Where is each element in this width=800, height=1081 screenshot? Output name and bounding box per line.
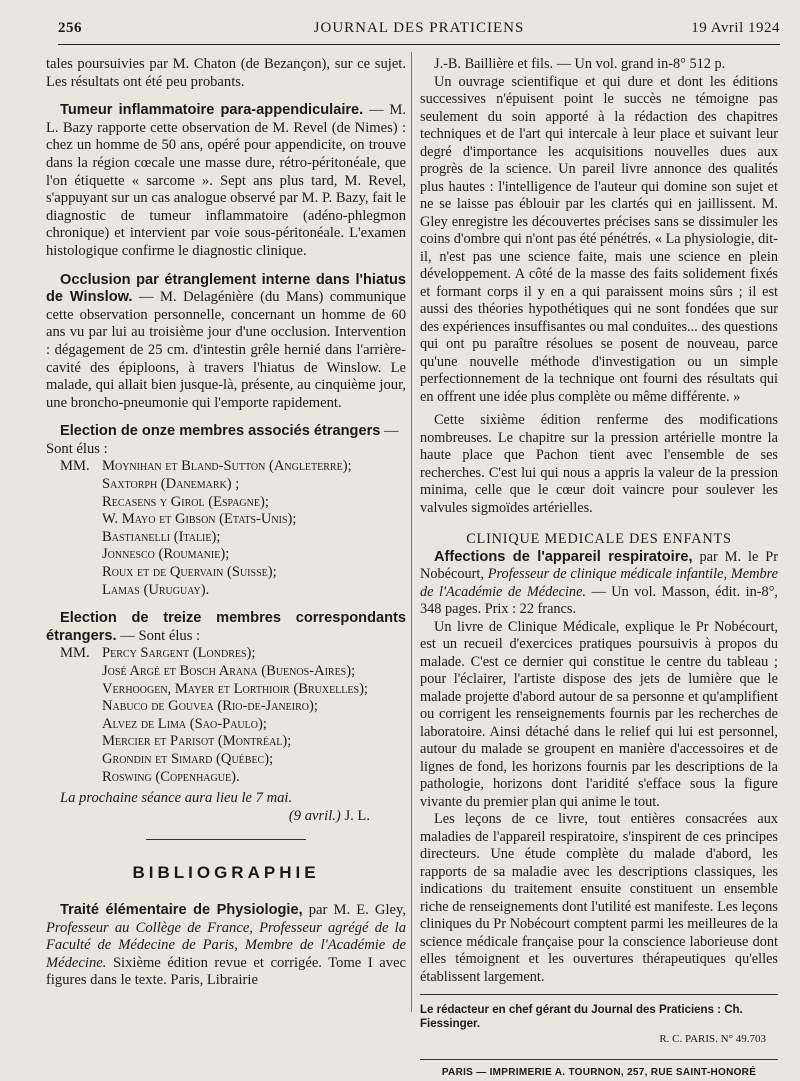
list-item: Verhoogen, Mayer et Lorthioir (Bruxelles);	[46, 681, 406, 699]
editor-note: Le rédacteur en chef gérant du Journal des Praticiens : Ch. Fiessinger.	[420, 1003, 778, 1031]
correspondants-list	[46, 645, 406, 786]
associes-list	[46, 458, 406, 599]
list-item: W. Mayo et Gibson (Etats-Unis);	[46, 511, 406, 529]
traite-details: Sixième édition revue et corrigée. Tome I avec figures dans le texte. Paris, Librairie	[46, 955, 406, 989]
page-number: 256	[58, 20, 82, 37]
left-column	[46, 56, 406, 990]
registration-number: R. C. PARIS. N° 49.703	[420, 1031, 778, 1049]
list-item: Grondin et Simard (Québec);	[46, 751, 406, 769]
issue-date: 19 Avril 1924	[691, 20, 780, 37]
traite-review-paragraph-1: Un ouvrage scientifique et qui dure et dont les éditions successives n'épuisent point le succès ne témoigne pas seulement du soin apporté à la rédaction des chapitres techniques et de l'art qui intercale à leur place et suivant leur degré d'importance les acquisitions nouvelles dues aux progrès de la science. Un pareil livre annonce des qualités plus hautes : l'intelligence de l'auteur qui domine son sujet et ne se laisse pas éblouir par les clartés qui en jaillissent. M. Gley enregistre les découvertes précises sans se dissimuler les coins d'ombre qui n'ont pas été pénétrés. « La physiologie, dit-il, n'est pas une science faite, mais une science en plein développement. A côté de la masse des faits solidement fixés et formant corps il y en a qui paraissent moins sûrs ; il est aussi des théories hypothétiques qui ne sont fondées que sur des expériences insuffisantes ou mal conduites... des questions qui ont pu paraître résolues se posent de nouveau, parce qu'une nouvelle méthode d'investigation ou un simple perfectionnement de la technique ont fourni des résultats qui en offrent une idée plus complète ou même différente. »	[420, 74, 778, 407]
traite-title: Traité élémentaire de Physiologie,	[60, 902, 303, 918]
right-column	[420, 56, 778, 1081]
clinique-heading: CLINIQUE MEDICALE DES ENFANTS	[420, 531, 778, 549]
intro-paragraph: tales poursuivies par M. Chaton (de Bezançon), sur ce sujet. Les résultats ont été peu probants.	[46, 56, 406, 91]
election2-heading: Election de treize membres correspondants étrangers.	[46, 610, 406, 644]
affections-author-titles: Professeur de clinique médicale infantile, Membre de l'Académie de Médecine.	[420, 566, 778, 600]
list-item: MM. Percy Sargent (Londres);	[46, 645, 406, 663]
footer-rule-bottom	[420, 1059, 778, 1060]
signature-date: (9 avril.)	[289, 808, 341, 824]
election1-subtitle: Sont élus :	[46, 441, 406, 459]
header-rule	[58, 44, 780, 45]
list-item: Nabuco de Gouvea (Rio-de-Janeiro);	[46, 698, 406, 716]
affections-details: — Un vol. Masson, édit. in-8°, 348 pages. Prix : 22 francs.	[420, 584, 778, 618]
bibliographie-heading: BIBLIOGRAPHIE	[46, 864, 406, 882]
election2-subtitle: — Sont élus :	[117, 628, 201, 644]
occlusion-paragraph	[46, 272, 406, 413]
list-item: Roswing (Copenhague).	[46, 769, 406, 787]
election1-dash: —	[380, 423, 398, 439]
list-item: Bastianelli (Italie);	[46, 529, 406, 547]
page-header	[58, 20, 780, 42]
signature-line	[46, 808, 406, 826]
traite-author: par M. E. Gley,	[303, 902, 406, 918]
footer-rule	[420, 994, 778, 995]
list-item: José Argé et Bosch Arana (Buenos-Aires);	[46, 663, 406, 681]
list-item: Saxtorph (Danemark) ;	[46, 476, 406, 494]
affections-review-paragraph-2: Les leçons de ce livre, tout entières consacrées aux maladies de l'appareil respiratoire, s'inspirent de ces principes directeurs. Une étude complète du malade d'abord, les rapports de sa maladie avec les descriptions classiques, les indications du traitement ensuite constituent un ensemble riche de renseignements dont l'utilité est manifeste. Les leçons cliniques du Pr Nobécourt comptent parmi les meilleures de la science médicale française pour la conscience laborieuse dont elles témoignent et les ouvertures thérapeutiques qu'elles établissent largement.	[420, 811, 778, 986]
affections-title: Affections de l'appareil respiratoire,	[434, 549, 693, 565]
affections-paragraph	[420, 549, 778, 619]
journal-title: JOURNAL DES PRATICIENS	[58, 20, 780, 37]
printer-line: PARIS — IMPRIMERIE A. TOURNON, 257, RUE SAINT-HONORÉ	[420, 1064, 778, 1081]
tumeur-paragraph	[46, 102, 406, 260]
traite-continuation: J.-B. Baillière et fils. — Un vol. grand in-8° 512 p.	[420, 56, 778, 74]
next-seance-note: La prochaine séance aura lieu le 7 mai.	[46, 790, 406, 808]
tumeur-heading: Tumeur inflammatoire para-appendiculaire.	[60, 102, 363, 118]
list-item: Recasens y Girol (Espagne);	[46, 494, 406, 512]
list-item: Lamas (Uruguay).	[46, 582, 406, 600]
affections-review-paragraph-1: Un livre de Clinique Médicale, explique le Pr Nobécourt, est un recueil d'exercices pratiques poursuivis à propos du malade. C'est ce dernier qui constitue le centre du tableau ; pour l'éclairer, l'artiste dispose des jets de lumière que le malade projette d'abord autour de sa personne et qu'amplifient ou corrigent les renseignements fournis par les recherches de laboratoire. Ainsi détaché dans le relief qui lui est personnel, autour du malade se groupent en manière d'accessoires et de lignes de fond, les horizons fournis par les descriptions de la pathologie, horizons dont l'aridité s'efface sous la figure vivante du premier plan qui anime le tout.	[420, 619, 778, 812]
affections-author: par M. le Pr Nobécourt,	[420, 549, 778, 583]
traite-author-titles: Professeur au Collège de France, Professeur agrégé de la Faculté de Médecine de Paris, Membre de l'Académie de Médecine.	[46, 920, 406, 971]
traite-paragraph	[46, 902, 406, 990]
list-item: Roux et de Quervain (Suisse);	[46, 564, 406, 582]
election1-heading-line	[46, 423, 406, 441]
occlusion-body: — M. Delagénière (du Mans) communique cette observation personnelle, concernant un homme de 60 ans vu par lui au troisième jour d'une occlusion. Intervention : dégagement de 25 cm. d'intestin grêle hernié dans l'arrière-cavité des épiploons, à travers l'hiatus de Winslow. Le malade, qui allait bien jusque-là, présente, au cinquième jour, une broncho-pneumonie qui l'emporte rapidement.	[46, 289, 406, 411]
signature-initials: J. L.	[344, 808, 370, 824]
tumeur-body: — M. L. Bazy rapporte cette observation de M. Revel (de Nimes) : chez un homme de 50 ans, opéré pour appendicite, on trouve dans la région cœcale une masse dure, rétro-péritonéale, que l'on étiquette « sarcome ». Sept ans plus tard, M. Revel, s'appuyant sur un cas analogue observé par M. P. Bazy, fait le diagnostic de tumeur inflammatoire (adéno-phlegmon chronique) et intervient par voie sous-péritonéale. L'examen histologique confirme le diagnostic clinique.	[46, 102, 406, 259]
list-item: Jonnesco (Roumanie);	[46, 546, 406, 564]
list-item: MM. Moynihan et Bland-Sutton (Angleterre);	[46, 458, 406, 476]
column-divider	[411, 52, 412, 1012]
list-item: Mercier et Parisot (Montréal);	[46, 733, 406, 751]
traite-review-paragraph-2: Cette sixième édition renferme des modifications nombreuses. Le chapitre sur la pression artérielle montre la haute place que Pachon tient avec l'ensemble de ses recherches. C'est lui qui nous a appris la valeur de la pression minima, celle que le cœur doit vaincre pour soulever les valvules sigmoïdes artérielles.	[420, 412, 778, 517]
occlusion-heading: Occlusion par étranglement interne dans l'hiatus de Winslow.	[46, 272, 406, 306]
section-separator	[146, 839, 306, 840]
election2-heading-line	[46, 610, 406, 645]
list-item: Alvez de Lima (Sao-Paulo);	[46, 716, 406, 734]
election1-heading: Election de onze membres associés étrangers	[60, 423, 380, 439]
